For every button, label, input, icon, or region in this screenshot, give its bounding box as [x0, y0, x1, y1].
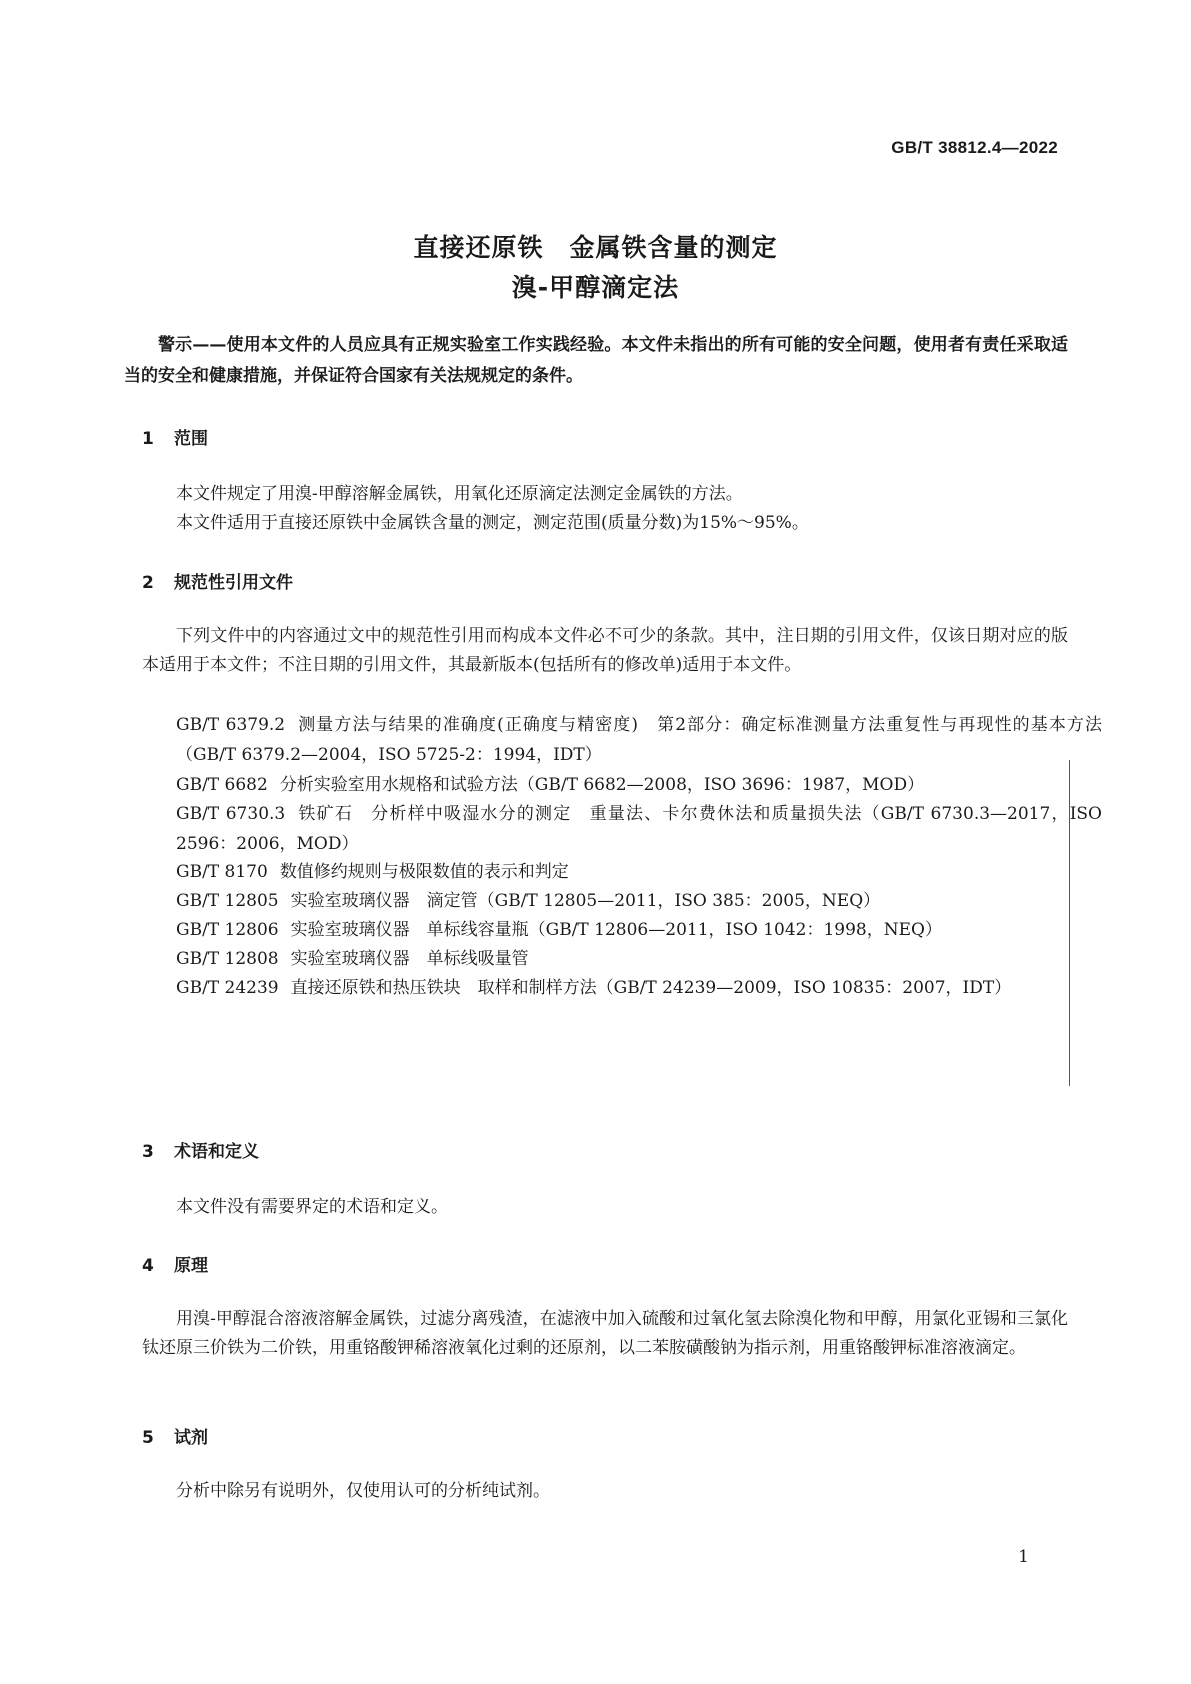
section-heading-principle: [142, 1251, 208, 1276]
reference-title: 测量方法与结果的准确度(正确度与精密度) 第2部分：确定标准测量方法重复性与再现性的基本方法（GB/T 6379.2—2004，ISO 5725-2：1994，IDT）: [176, 715, 1102, 765]
section-heading-scope: [142, 424, 208, 449]
reference-code: GB/T 12808: [176, 949, 279, 969]
reference-item: [142, 944, 1102, 974]
reference-code: GB/T 8170: [176, 862, 268, 882]
paragraph: 本文件适用于直接还原铁中金属铁含量的测定，测定范围(质量分数)为15%～95%。: [176, 513, 809, 533]
document-subtitle: 溴-甲醇滴定法: [511, 273, 680, 302]
reference-item: [142, 857, 1102, 887]
reference-title: 铁矿石 分析样中吸湿水分的测定 重量法、卡尔费休法和质量损失法（GB/T 6730.3—2017，ISO 2596：2006，MOD）: [176, 804, 1102, 854]
section-number: 5: [142, 1428, 154, 1448]
reference-code: GB/T 6682: [176, 775, 268, 795]
reference-item: [142, 973, 1102, 1003]
reference-code: GB/T 6730.3: [176, 804, 286, 824]
section-title: 原理: [174, 1256, 208, 1276]
section-number: 4: [142, 1256, 154, 1276]
section-title: 术语和定义: [174, 1142, 259, 1162]
reference-title: 实验室玻璃仪器 单标线容量瓶（GB/T 12806—2011，ISO 1042：1998，NEQ）: [290, 920, 942, 940]
paragraph: 分析中除另有说明外，仅使用认可的分析纯试剂。: [176, 1481, 550, 1501]
reference-item: [142, 710, 1102, 770]
page-number: 1: [1018, 1547, 1029, 1567]
paragraph: 下列文件中的内容通过文中的规范性引用而构成本文件必不可少的条款。其中，注日期的引用文件，仅该日期对应的版本适用于本文件；不注日期的引用文件，其最新版本(包括所有的修改单)适用于本文件。: [142, 626, 1068, 675]
section-number: 1: [142, 429, 154, 449]
section-number: 2: [142, 573, 154, 593]
safety-warning: 警示——使用本文件的人员应具有正规实验室工作实践经验。本文件未指出的所有可能的安全问题，使用者有责任采取适当的安全和健康措施，并保证符合国家有关法规规定的条件。: [124, 335, 1068, 386]
reference-code: GB/T 12806: [176, 920, 279, 940]
reference-item: [142, 886, 1102, 916]
reference-item: [142, 799, 1102, 859]
reference-title: 分析实验室用水规格和试验方法（GB/T 6682—2008，ISO 3696：1987，MOD）: [279, 775, 925, 795]
reference-code: GB/T 12805: [176, 891, 279, 911]
reference-title: 直接还原铁和热压铁块 取样和制样方法（GB/T 24239—2009，ISO 10835：2007，IDT）: [290, 978, 1012, 998]
document-title: 直接还原铁 金属铁含量的测定: [413, 233, 778, 262]
paragraph: 用溴-甲醇混合溶液溶解金属铁，过滤分离残渣，在滤液中加入硫酸和过氧化氢去除溴化物和甲醇，用氯化亚锡和三氯化钛还原三价铁为二价铁，用重铬酸钾稀溶液氧化过剩的还原剂，以二苯胺磺酸钠为指示剂，用重铬酸钾标准溶液滴定。: [142, 1309, 1068, 1358]
section-heading-reagents: [142, 1423, 208, 1448]
reference-code: GB/T 24239: [176, 978, 279, 998]
reference-title: 实验室玻璃仪器 单标线吸量管: [290, 949, 529, 969]
section-title: 范围: [174, 429, 208, 449]
section-heading-terms: [142, 1137, 259, 1162]
reference-code: GB/T 6379.2: [176, 715, 286, 735]
section-heading-normative-references: [142, 568, 293, 593]
reference-item: [142, 915, 1102, 945]
paragraph: 本文件规定了用溴-甲醇溶解金属铁，用氧化还原滴定法测定金属铁的方法。: [176, 484, 743, 504]
section-title: 规范性引用文件: [174, 573, 293, 593]
reference-title: 实验室玻璃仪器 滴定管（GB/T 12805—2011，ISO 385：2005，NEQ）: [290, 891, 881, 911]
section-number: 3: [142, 1142, 154, 1162]
reference-item: [142, 770, 1102, 800]
section-title: 试剂: [174, 1428, 208, 1448]
paragraph: 本文件没有需要界定的术语和定义。: [176, 1197, 448, 1217]
standard-code: GB/T 38812.4—2022: [891, 138, 1058, 157]
reference-title: 数值修约规则与极限数值的表示和判定: [279, 862, 569, 882]
